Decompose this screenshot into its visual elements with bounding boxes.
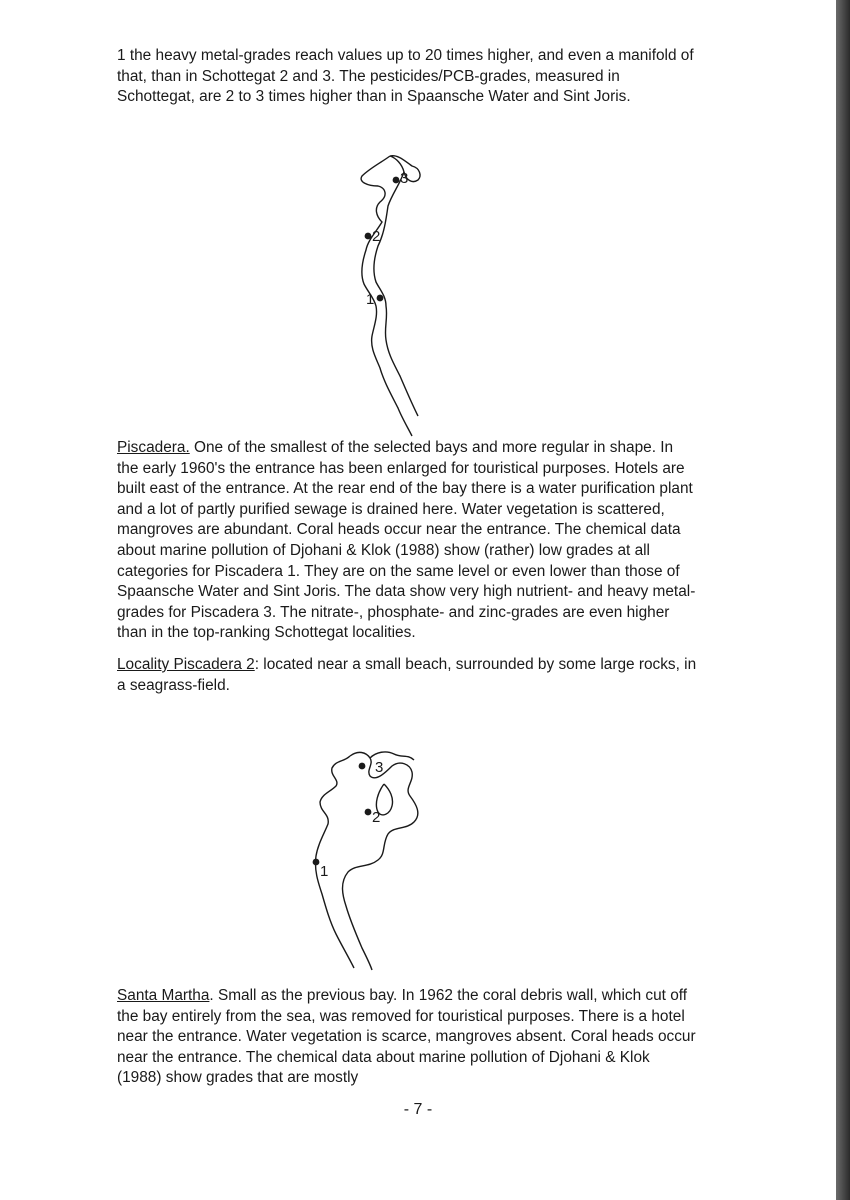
piscadera-paragraph <box>117 438 697 644</box>
locality-piscadera2-paragraph <box>117 655 697 696</box>
map-piscadera-outline <box>300 742 440 972</box>
page-number: - 7 - <box>403 1101 433 1118</box>
map-santa-martha-outline <box>330 150 440 440</box>
map2-label-2: 2 <box>372 809 381 826</box>
piscadera-text: One of the smallest of the selected bays and more regular in shape. In the early 1960's the entrance has been enlarged for touristical purposes. Hotels are built east of the entrance. At the rear end of the bay there is a water purification plant and a lot of partly purified sewage is drained here. Water vegetation is scattered, mangroves are abundant. Coral heads occur near the entrance. The chemical data about marine pollution of Djohani & Klok (1988) show (rather) low grades at all categories for Piscadera 1. They are on the same level or even lower than those of Spaansche Water and Sint Joris. The data show very high nutrient- and heavy metal-grades for Piscadera 3. The nitrate-, phosphate- and zinc-grades are even higher than in the top-ranking Schottegat localities. <box>117 439 696 642</box>
locality-piscadera2-heading: Locality Piscadera 2 <box>117 656 255 673</box>
map2-label-1: 1 <box>320 863 329 880</box>
locality-piscadera2-text: : located near a small beach, surrounded by some large rocks, in a seagrass-field. <box>117 656 697 694</box>
santa-martha-heading: Santa Martha <box>117 987 210 1004</box>
intro-text: 1 the heavy metal-grades reach values up to 20 times higher, and even a manifold of that, than in Schottegat 2 and 3. The pesticides/PCB-grades, measured in Schottegat, are 2 to 3 times higher than in Spaansche Water and Sint Joris. <box>117 47 694 106</box>
map1-label-2: 2 <box>372 228 381 245</box>
santa-martha-text: . Small as the previous bay. In 1962 the coral debris wall, which cut off the bay entirely from the sea, was removed for touristical purposes. There is a hotel near the entrance. Water vegetation is scarce, mangroves absent. Coral heads occur near the entrance. The chemical data about marine pollution of Djohani & Klok (1988) show grades that are mostly <box>117 987 696 1087</box>
map2-label-3: 3 <box>375 759 384 776</box>
piscadera-heading: Piscadera. <box>117 439 190 456</box>
map1-label-3: 3 <box>400 170 409 187</box>
binding-edge <box>836 0 850 1200</box>
map1-label-1: 1 <box>366 291 375 308</box>
santa-martha-paragraph <box>117 986 697 1089</box>
intro-paragraph <box>117 46 697 108</box>
